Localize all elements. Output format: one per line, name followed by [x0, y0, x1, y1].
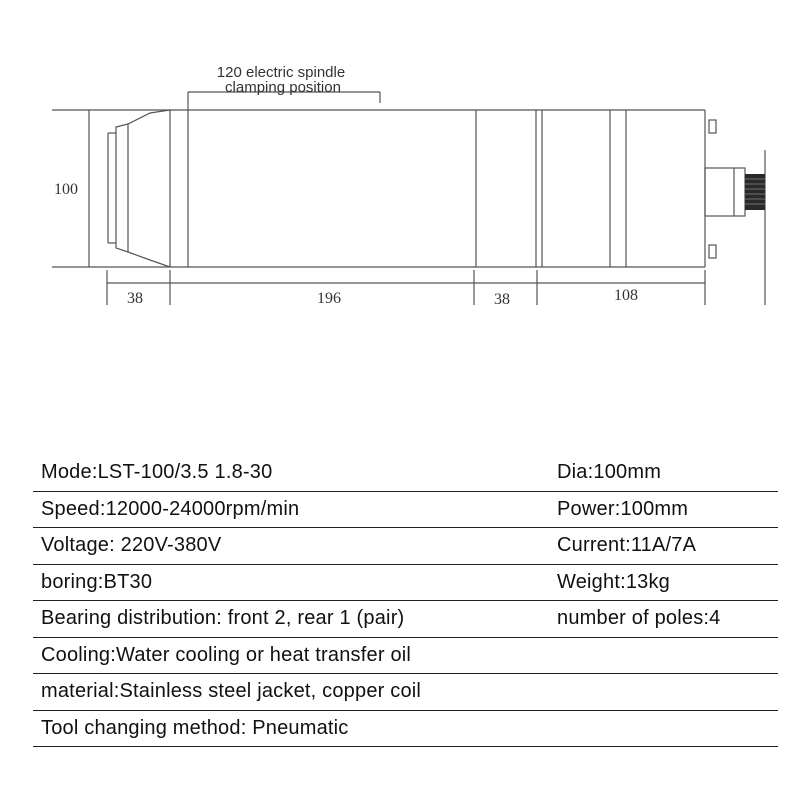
dimension-label-rear: 108: [614, 287, 638, 304]
spec-tool-change: Tool changing method: Pneumatic: [41, 716, 349, 739]
spindle-dimension-drawing: [0, 0, 800, 330]
spec-row-model: [33, 455, 778, 492]
spec-table: [33, 455, 778, 747]
spec-row-bearing: [33, 601, 778, 638]
spec-row-boring: [33, 565, 778, 602]
dimension-label-mid: 38: [494, 291, 510, 308]
dimension-label-nose: 38: [127, 290, 143, 307]
dimension-label-body: 196: [317, 290, 341, 307]
clamp-note-line1: 120 electric spindle: [216, 64, 346, 81]
spec-row-speed: [33, 492, 778, 529]
spec-row-tool-change: [33, 711, 778, 748]
spec-bearing: Bearing distribution: front 2, rear 1 (pair): [41, 607, 405, 629]
spec-poles: number of poles:4: [557, 607, 721, 629]
spec-row-voltage: [33, 528, 778, 565]
spec-row-material: [33, 674, 778, 711]
spec-voltage: Voltage: 220V-380V: [41, 534, 222, 556]
spec-current: Current:11A/7A: [557, 534, 697, 556]
spec-material: material:Stainless steel jacket, copper coil: [41, 680, 422, 702]
clamp-note-line2: clamping position: [225, 79, 341, 96]
spec-row-cooling: [33, 638, 778, 675]
spec-boring: boring:BT30: [41, 570, 153, 593]
spec-model: Mode:LST-100/3.5 1.8-30: [41, 461, 273, 483]
spec-power: Power:100mm: [557, 497, 689, 520]
spec-cooling: Cooling:Water cooling or heat transfer oil: [41, 643, 412, 666]
spec-diameter: Dia:100mm: [557, 461, 662, 483]
spec-speed: Speed:12000-24000rpm/min: [41, 497, 300, 520]
height-dimension-label: 100: [54, 181, 78, 198]
spec-weight: Weight:13kg: [557, 570, 671, 593]
